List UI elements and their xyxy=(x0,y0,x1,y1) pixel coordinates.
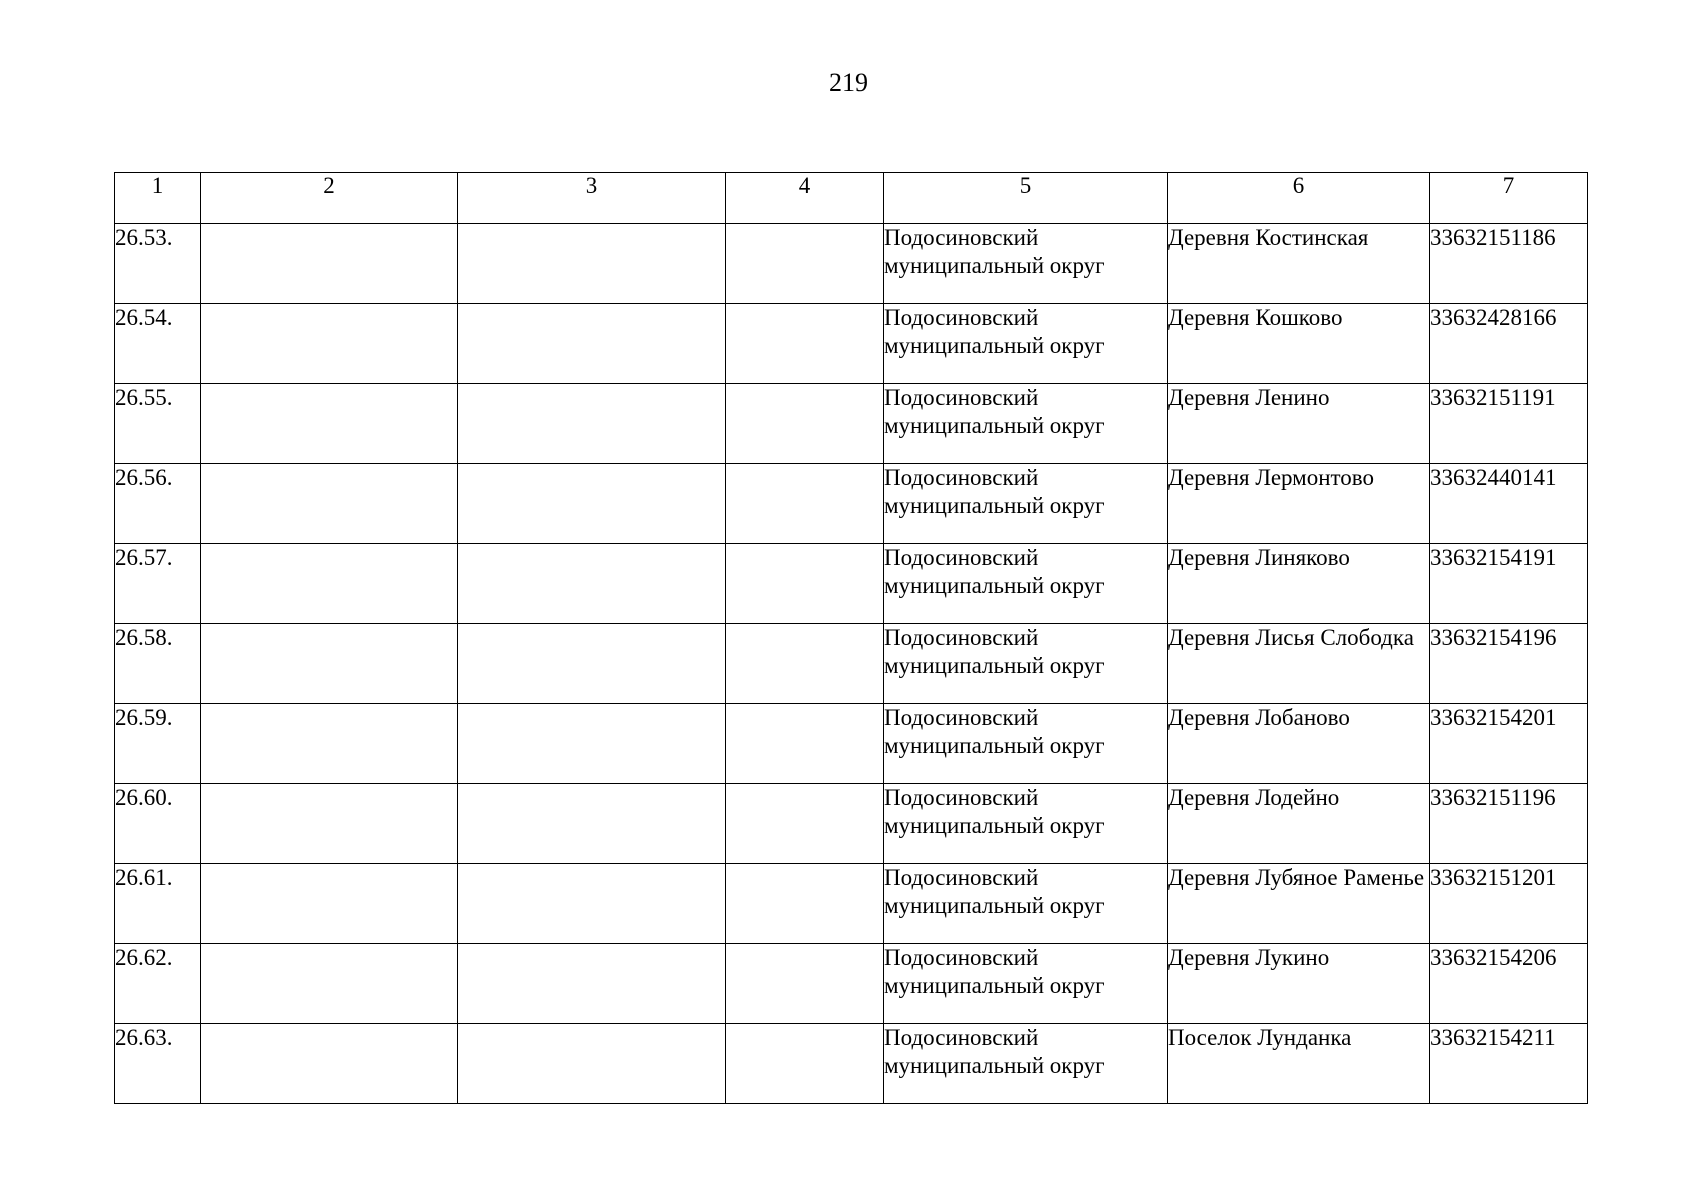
empty-cell xyxy=(458,944,726,1024)
code-cell: 33632151186 xyxy=(1430,224,1588,304)
row-number-cell: 26.53. xyxy=(115,224,201,304)
settlements-table xyxy=(114,172,1588,1104)
empty-cell xyxy=(201,544,458,624)
empty-cell xyxy=(201,304,458,384)
table-row xyxy=(115,384,1588,464)
table-row xyxy=(115,544,1588,624)
empty-cell xyxy=(726,304,884,384)
district-cell: Подосиновский муниципальный округ xyxy=(884,544,1168,624)
table-row xyxy=(115,864,1588,944)
table-row xyxy=(115,624,1588,704)
settlement-cell: Деревня Ленино xyxy=(1168,384,1430,464)
district-cell: Подосиновский муниципальный округ xyxy=(884,384,1168,464)
code-cell: 33632154211 xyxy=(1430,1024,1588,1104)
row-number-cell: 26.56. xyxy=(115,464,201,544)
table-row xyxy=(115,704,1588,784)
code-cell: 33632154191 xyxy=(1430,544,1588,624)
empty-cell xyxy=(458,704,726,784)
settlement-cell: Деревня Лукино xyxy=(1168,944,1430,1024)
code-cell: 33632154206 xyxy=(1430,944,1588,1024)
empty-cell xyxy=(201,624,458,704)
column-number-header: 1 xyxy=(115,173,201,224)
row-number-cell: 26.63. xyxy=(115,1024,201,1104)
empty-cell xyxy=(458,384,726,464)
code-cell: 33632151196 xyxy=(1430,784,1588,864)
code-cell: 33632154201 xyxy=(1430,704,1588,784)
empty-cell xyxy=(458,304,726,384)
empty-cell xyxy=(458,544,726,624)
row-number-cell: 26.62. xyxy=(115,944,201,1024)
district-cell: Подосиновский муниципальный округ xyxy=(884,1024,1168,1104)
row-number-cell: 26.58. xyxy=(115,624,201,704)
empty-cell xyxy=(201,704,458,784)
row-number-cell: 26.54. xyxy=(115,304,201,384)
empty-cell xyxy=(201,464,458,544)
empty-cell xyxy=(458,624,726,704)
row-number-cell: 26.59. xyxy=(115,704,201,784)
district-cell: Подосиновский муниципальный округ xyxy=(884,704,1168,784)
settlement-cell: Деревня Лодейно xyxy=(1168,784,1430,864)
empty-cell xyxy=(726,944,884,1024)
table-row xyxy=(115,1024,1588,1104)
table-row xyxy=(115,944,1588,1024)
empty-cell xyxy=(726,384,884,464)
code-cell: 33632428166 xyxy=(1430,304,1588,384)
code-cell: 33632154196 xyxy=(1430,624,1588,704)
column-number-header: 3 xyxy=(458,173,726,224)
settlement-cell: Деревня Лермонтово xyxy=(1168,464,1430,544)
table-row xyxy=(115,304,1588,384)
empty-cell xyxy=(201,1024,458,1104)
district-cell: Подосиновский муниципальный округ xyxy=(884,224,1168,304)
empty-cell xyxy=(201,384,458,464)
empty-cell xyxy=(726,464,884,544)
row-number-cell: 26.55. xyxy=(115,384,201,464)
district-cell: Подосиновский муниципальный округ xyxy=(884,304,1168,384)
row-number-cell: 26.57. xyxy=(115,544,201,624)
row-number-cell: 26.61. xyxy=(115,864,201,944)
empty-cell xyxy=(726,624,884,704)
page-number: 219 xyxy=(829,68,868,97)
district-cell: Подосиновский муниципальный округ xyxy=(884,624,1168,704)
empty-cell xyxy=(726,224,884,304)
district-cell: Подосиновский муниципальный округ xyxy=(884,464,1168,544)
column-number-header: 2 xyxy=(201,173,458,224)
empty-cell xyxy=(726,704,884,784)
row-number-cell: 26.60. xyxy=(115,784,201,864)
settlement-cell: Деревня Костинская xyxy=(1168,224,1430,304)
settlement-cell: Деревня Лисья Слободка xyxy=(1168,624,1430,704)
table-row xyxy=(115,464,1588,544)
settlement-cell: Деревня Лобаново xyxy=(1168,704,1430,784)
empty-cell xyxy=(201,784,458,864)
empty-cell xyxy=(458,1024,726,1104)
district-cell: Подосиновский муниципальный округ xyxy=(884,784,1168,864)
empty-cell xyxy=(201,944,458,1024)
empty-cell xyxy=(458,784,726,864)
settlement-cell: Деревня Линяково xyxy=(1168,544,1430,624)
empty-cell xyxy=(201,224,458,304)
column-number-header: 6 xyxy=(1168,173,1430,224)
empty-cell xyxy=(726,784,884,864)
empty-cell xyxy=(726,864,884,944)
column-number-header: 5 xyxy=(884,173,1168,224)
code-cell: 33632440141 xyxy=(1430,464,1588,544)
settlement-cell: Деревня Кошково xyxy=(1168,304,1430,384)
settlement-cell: Деревня Лубяное Раменье xyxy=(1168,864,1430,944)
district-cell: Подосиновский муниципальный округ xyxy=(884,864,1168,944)
district-cell: Подосиновский муниципальный округ xyxy=(884,944,1168,1024)
column-number-header: 4 xyxy=(726,173,884,224)
table-row xyxy=(115,784,1588,864)
empty-cell xyxy=(458,464,726,544)
settlement-cell: Поселок Лунданка xyxy=(1168,1024,1430,1104)
column-number-header: 7 xyxy=(1430,173,1588,224)
empty-cell xyxy=(201,864,458,944)
empty-cell xyxy=(726,544,884,624)
table-row xyxy=(115,224,1588,304)
empty-cell xyxy=(726,1024,884,1104)
code-cell: 33632151191 xyxy=(1430,384,1588,464)
empty-cell xyxy=(458,224,726,304)
column-number-row xyxy=(115,173,1588,224)
code-cell: 33632151201 xyxy=(1430,864,1588,944)
empty-cell xyxy=(458,864,726,944)
table-body xyxy=(115,173,1588,1104)
